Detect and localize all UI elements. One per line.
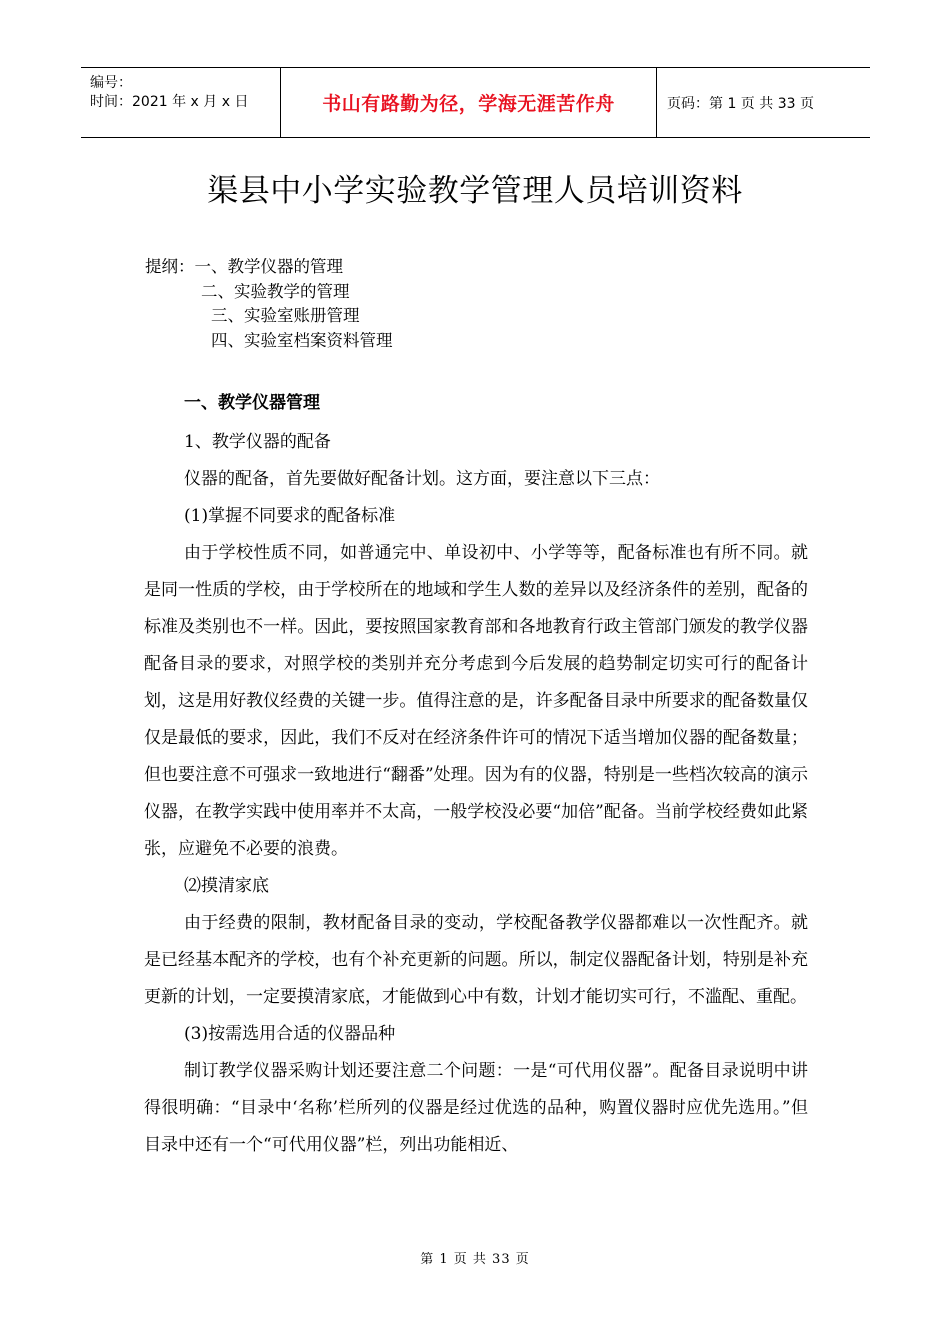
intro-paragraph: 仪器的配备，首先要做好配备计划。这方面，要注意以下三点： [184, 469, 660, 489]
body-paragraph: 制订教学仪器采购计划还要注意二个问题：一是“可代用仪器”。配备目录说明中讲得很明确：“目录中‘名称’栏所列的仪器是经过优选的品种，购置仪器时应优先选用。”但目录中还有一个“可代用仪器”栏，列出功能相近、 [144, 1061, 808, 1155]
document-header [81, 67, 870, 138]
document-body [144, 390, 808, 1164]
outline-item: 三、实验室账册管理 [211, 306, 360, 325]
document-time-label: 时间：2021 年 x 月 x 日 [90, 94, 249, 110]
point-heading: ⑵摸清家底 [184, 876, 269, 896]
outline-item: 二、实验教学的管理 [201, 281, 350, 301]
document-number-label: 编号： [90, 75, 132, 91]
outline-item: 提纲：一、教学仪器的管理 [145, 257, 343, 276]
header-meta-cell [81, 68, 281, 137]
document-title: 渠县中小学实验教学管理人员培训资料 [207, 173, 743, 209]
header-page-info: 页码：第 1 页 共 33 页 [667, 95, 814, 112]
point-heading: (3)按需选用合适的仪器品种 [184, 1024, 396, 1044]
section-heading: 一、教学仪器管理 [184, 393, 320, 413]
point-heading: (1)掌握不同要求的配备标准 [184, 506, 396, 526]
outline-item: 四、实验室档案资料管理 [211, 330, 393, 350]
body-paragraph: 由于经费的限制，教材配备目录的变动，学校配备教学仪器都难以一次性配齐。就是已经基本配齐的学校，也有个补充更新的问题。所以，制定仪器配备计划，特别是补充更新的计划，一定要摸清家底，才能做到心中有数，计划才能切实可行，不滥配、重配。 [144, 913, 808, 1007]
body-paragraph: 由于学校性质不同，如普通完中、单设初中、小学等等，配备标准也有所不同。就是同一性质的学校，由于学校所在的地域和学生人数的差异以及经济条件的差别，配备的标准及类别也不一样。因此，要按照国家教育部和各地教育行政主管部门颁发的教学仪器配备目录的要求，对照学校的类别并充分考虑到今后发展的趋势制定切实可行的配备计划，这是用好教仪经费的关键一步。值得注意的是，许多配备目录中所要求的配备数量仅仅是最低的要求，因此，我们不反对在经济条件许可的情况下适当增加仪器的配备数量；但也要注意不可强求一致地进行“翻番”处理。因为有的仪器，特别是一些档次较高的演示仪器，在教学实践中使用率并不太高，一般学校没必要“加倍”配备。当前学校经费如此紧张，应避免不必要的浪费。 [144, 543, 808, 859]
header-motto: 书山有路勤为径，学海无涯苦作舟 [281, 68, 657, 137]
subsection-heading: 1、教学仪器的配备 [184, 432, 331, 452]
outline [145, 255, 393, 353]
page-footer: 第 1 页 共 33 页 [420, 1252, 530, 1267]
